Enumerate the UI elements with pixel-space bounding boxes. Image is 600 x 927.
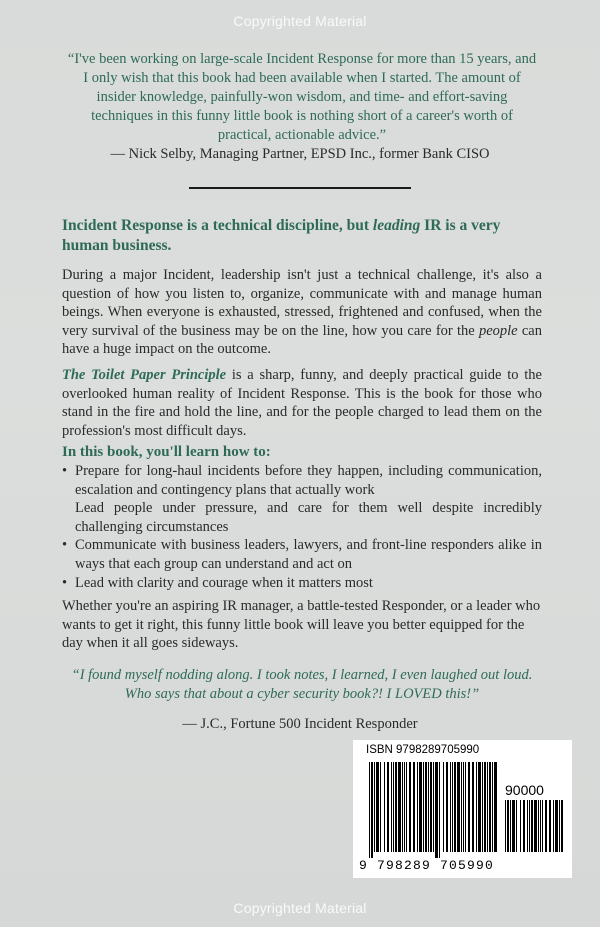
- barcode-bar: [425, 762, 427, 852]
- barcode-bar: [380, 762, 381, 852]
- barcode-bar: [553, 800, 554, 852]
- barcode-bar: [487, 762, 488, 852]
- isbn-barcode: [353, 740, 572, 878]
- barcode-bar: [454, 762, 456, 852]
- barcode-bar: [507, 800, 509, 852]
- bullet-icon: •: [62, 463, 68, 479]
- barcode-bar: [527, 800, 528, 852]
- barcode-bar: [520, 800, 521, 852]
- barcode-bar: [531, 800, 533, 852]
- lead-emphasis: leading: [372, 217, 421, 234]
- isbn-label: ISBN 9798289705990: [366, 744, 480, 756]
- barcode-bar: [476, 762, 477, 852]
- barcode-bar: [391, 762, 392, 852]
- list-item: • Communicate with business leaders, lawyers, and front-line responders alike in ways that each group can understand and act on: [62, 537, 542, 572]
- barcode-bar: [369, 762, 370, 858]
- testimonial-attribution: — J.C., Fortune 500 Incident Responder: [182, 716, 418, 732]
- barcode-bar: [419, 762, 422, 852]
- barcode-bar: [406, 762, 407, 852]
- barcode-bar: [450, 762, 451, 852]
- barcode-bar: [472, 762, 474, 852]
- barcode-bar: [428, 762, 429, 852]
- barcode-bar: [430, 762, 432, 852]
- barcode-bar: [423, 762, 424, 852]
- barcode-bar: [404, 762, 405, 852]
- book-title: The Toilet Paper Principle: [62, 367, 227, 383]
- barcode-bar: [484, 762, 486, 852]
- barcode-bar: [417, 762, 418, 852]
- price-code: 90000: [505, 782, 544, 798]
- barcode-bar: [538, 800, 539, 852]
- barcode-bar: [540, 800, 541, 852]
- barcode-bar: [402, 762, 403, 852]
- barcode-bar: [409, 762, 411, 852]
- praise-quote: “I've been working on large-scale Incident Response for more than 15 years, and I only wish that this book had been available when I started. The amount of insider knowledge, painfully-won wisdom, and time- and effort-saving techniques in this funny little book is nothing short of a career's worth of practical, actionable advice.”: [67, 51, 537, 143]
- learn-heading: In this book, you'll learn how to:: [62, 444, 271, 460]
- learn-list: [62, 462, 542, 592]
- copyright-watermark-bottom: Copyrighted Material: [233, 900, 367, 916]
- description-paragraph-2: The Toilet Paper Principle is a sharp, funny, and deeply practical guide to the overlooked human reality of Incident Response. This is the book for those who stand in the fire and hold the line, and for the people charged to lead them on the profession's most difficult days.: [62, 367, 542, 439]
- barcode-bar: [374, 762, 375, 852]
- testimonial-quote: “I found myself nodding along. I took notes, I learned, I even laughed out loud. Who says that about a cyber security book?! I LOVED this!”: [71, 667, 533, 702]
- barcode-bar: [516, 800, 517, 852]
- barcode-bar: [549, 800, 551, 852]
- barcode-bar: [489, 762, 491, 852]
- barcode-bar: [395, 762, 397, 852]
- lead-statement: Incident Response is a technical discipline, but leading IR is a very human business.: [62, 217, 501, 254]
- barcode-bar: [534, 800, 537, 852]
- barcode-bar: [494, 762, 497, 852]
- barcode-bar: [482, 762, 483, 852]
- barcode-bar: [468, 762, 470, 852]
- copyright-watermark-top: Copyrighted Material: [233, 13, 367, 29]
- barcode-bar: [433, 762, 434, 852]
- praise-quote-attribution: — Nick Selby, Managing Partner, EPSD Inc., former Bank CISO: [110, 146, 490, 162]
- barcode-bar: [555, 800, 558, 852]
- barcode-bar: [510, 800, 511, 852]
- section-divider: [189, 187, 411, 189]
- barcode-bar: [452, 762, 453, 852]
- barcode-bar: [463, 762, 464, 852]
- barcode-bar: [446, 762, 448, 852]
- barcode-bar: [561, 800, 563, 852]
- barcode-bar: [461, 762, 462, 852]
- barcode-bar: [384, 762, 385, 852]
- barcode-bar: [443, 762, 444, 852]
- description-paragraph-3: Whether you're an aspiring IR manager, a battle-tested Responder, or a leader who wants to get it right, this funny little book will leave you better equipped for the day when it all goes sideways.: [62, 598, 541, 652]
- list-item: • Prepare for long-haul incidents before they happen, including communication, escalation and contingency plans that actually work: [62, 463, 542, 498]
- barcode-bar: [542, 800, 543, 852]
- barcode-bar: [505, 800, 506, 852]
- barcode-bar: [478, 762, 481, 852]
- bullet-icon: •: [62, 537, 68, 554]
- barcode-bar: [413, 762, 415, 852]
- barcode-bar: [545, 800, 547, 852]
- barcode-bar: [559, 800, 560, 852]
- people-emphasis: people: [478, 322, 518, 339]
- barcode-bar: [492, 762, 493, 852]
- list-item: Lead people under pressure, and care for them well despite incredibly challenging circumstances: [75, 500, 542, 535]
- description-paragraph-1: During a major Incident, leadership isn't just a technical challenge, it's also a question of how you listen to, organize, communicate with and manage human beings. When everyone is exhausted, stressed, frightened and confused, when the very survival of the business may be on the line, how you care for the people can have a huge impact on the outcome.: [62, 267, 542, 358]
- barcode-bar: [371, 762, 373, 858]
- barcode-bar: [529, 800, 530, 852]
- barcode-bar: [439, 762, 440, 858]
- barcode-bar: [376, 762, 379, 852]
- ean-digits: 9 798289 705990: [359, 858, 495, 873]
- barcode-bar: [512, 800, 515, 852]
- barcode-bar: [393, 762, 394, 852]
- list-item: • Lead with clarity and courage when it matters most: [62, 574, 373, 591]
- barcode-bar: [465, 762, 466, 852]
- barcode-bar: [435, 762, 438, 858]
- barcode-bar: [457, 762, 460, 852]
- barcode-bar: [523, 800, 525, 852]
- bullet-icon: •: [62, 574, 68, 591]
- barcode-bar: [387, 762, 389, 852]
- barcode-bar: [398, 762, 401, 852]
